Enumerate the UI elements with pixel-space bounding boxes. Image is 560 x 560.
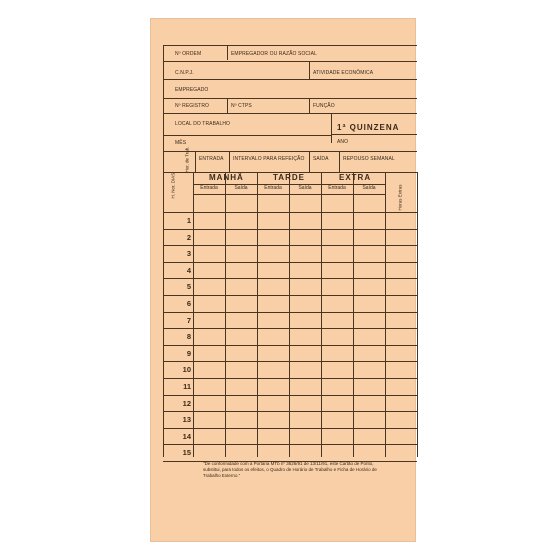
grid-line <box>417 172 418 457</box>
day-number: 15 <box>182 448 191 458</box>
grid-line <box>163 345 417 346</box>
manha-header: MANHÃ <box>209 173 244 182</box>
field-mes: MÊS <box>175 140 187 146</box>
day-number: 5 <box>186 282 191 292</box>
grid-line <box>353 172 354 457</box>
horas-extras-label: Horas Extras <box>397 184 403 211</box>
grid-line <box>163 328 417 329</box>
tarde-header: TARDE <box>273 173 305 182</box>
grid-line <box>193 172 194 457</box>
dias-label: H. Nor. DIAS <box>170 172 176 199</box>
grid-line <box>163 428 417 429</box>
extra-saida: Saída <box>362 185 376 191</box>
schedule-saida: SAÍDA <box>313 156 329 162</box>
day-number: 11 <box>183 382 191 391</box>
day-number: 12 <box>182 398 191 408</box>
manha-saida: Saída <box>234 185 248 191</box>
grid-line <box>163 212 417 213</box>
day-number: 2 <box>186 232 191 242</box>
day-number: 8 <box>186 332 191 342</box>
schedule-repouso: REPOUSO SEMANAL <box>343 156 395 162</box>
grid-line <box>163 172 164 457</box>
legal-footnote: "De conformidade com a Portaria MTb nº 3626/91 de 13/11/91, este Cartão de Ponto, substitui, para todos os efeitos, o Quadro de Horário de Trabalho e Ficha de Horário de Trabalho Externo." <box>203 461 377 478</box>
field-ordem: Nº ORDEM <box>175 51 202 57</box>
day-number: 13 <box>182 415 191 425</box>
field-atividade: ATIVIDADE ECONÔMICA <box>313 70 374 76</box>
field-empregado: EMPREGADO <box>175 87 209 93</box>
manha-entrada: Entrada <box>200 185 218 191</box>
grid-line <box>163 245 417 246</box>
day-number: 6 <box>186 299 191 308</box>
extra-entrada: Entrada <box>328 185 346 191</box>
grid-line <box>257 172 258 457</box>
grid-line <box>163 361 417 362</box>
grid-line <box>163 295 417 296</box>
grid-line <box>163 444 417 445</box>
grid-line <box>289 172 290 457</box>
grid-line <box>163 378 417 379</box>
grid-line <box>163 278 417 279</box>
grid-line <box>163 229 417 230</box>
field-cnpj: C.N.P.J. <box>175 70 194 76</box>
tarde-entrada: Entrada <box>264 185 282 191</box>
field-ctps: Nº CTPS <box>231 103 252 109</box>
field-ano: ANO <box>337 139 349 145</box>
field-empregador: EMPREGADOR OU RAZÃO SOCIAL <box>231 51 317 57</box>
grid-line <box>225 172 226 457</box>
tarde-saida: Saída <box>298 185 312 191</box>
grid-line <box>385 172 386 457</box>
grid-line <box>163 395 417 396</box>
day-number: 4 <box>186 265 191 275</box>
day-number: 7 <box>186 315 191 325</box>
hor-trab-label: Hor. de Trab. <box>184 146 190 173</box>
quinzena-label: 1ª QUINZENA <box>337 123 400 132</box>
day-number: 1 <box>186 216 191 225</box>
grid-line <box>163 411 417 412</box>
day-number: 10 <box>182 365 191 375</box>
grid-line <box>163 262 417 263</box>
grid-line <box>321 172 322 457</box>
grid-line <box>163 312 417 313</box>
field-local: LOCAL DO TRABALHO <box>175 121 231 127</box>
schedule-intervalo: INTERVALO PARA REFEIÇÃO <box>233 156 305 162</box>
day-number: 14 <box>182 431 191 441</box>
extra-header: EXTRA <box>339 173 372 182</box>
grid-line <box>193 194 385 195</box>
schedule-entrada: ENTRADA <box>199 156 224 162</box>
time-card <box>150 18 416 542</box>
day-number: 3 <box>186 249 191 259</box>
field-funcao: FUNÇÃO <box>313 103 335 109</box>
field-registro: Nº REGISTRO <box>175 103 210 109</box>
day-number: 9 <box>186 348 191 358</box>
